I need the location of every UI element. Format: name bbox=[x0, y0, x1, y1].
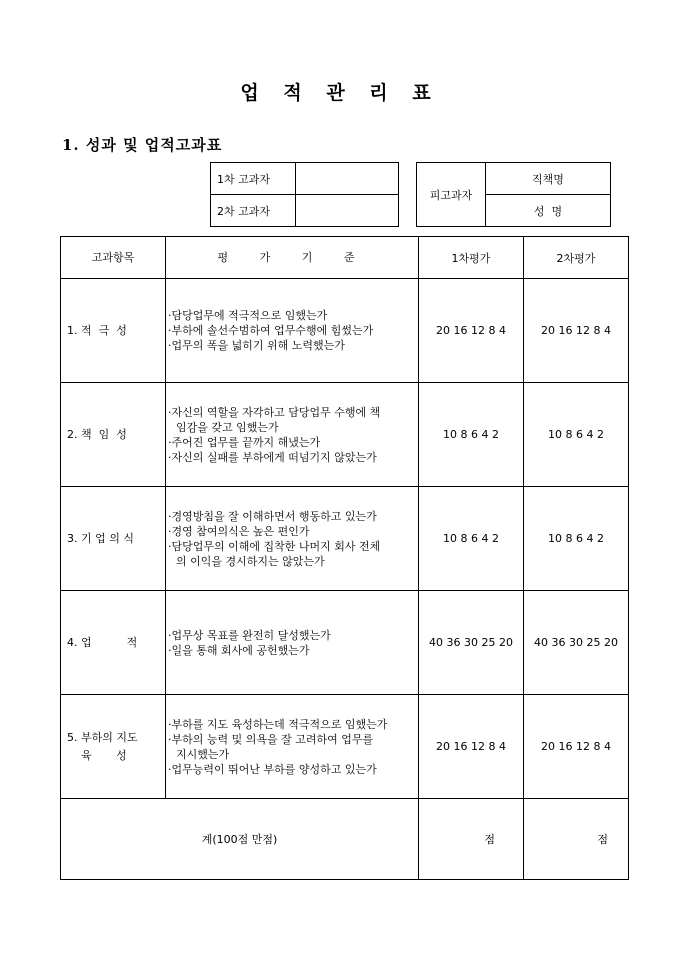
criteria-cell bbox=[166, 487, 419, 591]
table-row bbox=[61, 695, 629, 799]
criteria-line: ·부하에 솔선수범하여 업무수행에 힘썼는가 bbox=[168, 324, 374, 337]
evaluator-row bbox=[211, 163, 399, 195]
score1-options[interactable]: 20 16 12 8 4 bbox=[419, 279, 524, 383]
table-row bbox=[61, 591, 629, 695]
score1-options[interactable]: 10 8 6 4 2 bbox=[419, 487, 524, 591]
evaluator-2-label: 2차 고과자 bbox=[211, 195, 296, 227]
score1-options[interactable]: 20 16 12 8 4 bbox=[419, 695, 524, 799]
evaluator-row bbox=[211, 195, 399, 227]
name-label: 성 명 bbox=[486, 195, 611, 227]
evaluator-table bbox=[210, 162, 399, 227]
item-label: 4. 업 적 bbox=[61, 591, 166, 695]
criteria-line: ·경영방침을 잘 이해하면서 행동하고 있는가 bbox=[168, 509, 377, 523]
item-label: 3. 기 업 의 식 bbox=[61, 487, 166, 591]
score1-options[interactable]: 10 8 6 4 2 bbox=[419, 383, 524, 487]
header-score1: 1차평가 bbox=[419, 237, 524, 279]
evaluator-1-label: 1차 고과자 bbox=[211, 163, 296, 195]
table-header-row bbox=[61, 237, 629, 279]
score2-options[interactable]: 10 8 6 4 2 bbox=[524, 487, 629, 591]
criteria-line: ·자신의 역할을 자각하고 담당업무 수행에 책 bbox=[168, 405, 381, 419]
criteria-line: ·담당업무에 적극적으로 임했는가 bbox=[168, 309, 328, 322]
criteria-line: 의 이익을 경시하지는 않았는가 bbox=[176, 554, 325, 568]
item-label: 5. 부하의 지도 육 성 bbox=[61, 695, 166, 799]
criteria-cell bbox=[166, 279, 419, 383]
position-label: 직책명 bbox=[486, 163, 611, 195]
table-row bbox=[61, 279, 629, 383]
score1-options[interactable]: 40 36 30 25 20 bbox=[419, 591, 524, 695]
table-row bbox=[61, 383, 629, 487]
criteria-line: ·업무의 폭을 넓히기 위해 노력했는가 bbox=[168, 339, 345, 352]
total-row bbox=[61, 799, 629, 880]
item-label: 1. 적 극 성 bbox=[61, 279, 166, 383]
score2-options[interactable]: 40 36 30 25 20 bbox=[524, 591, 629, 695]
criteria-line: ·주어진 업무를 끝까지 해냈는가 bbox=[168, 435, 321, 449]
table-row bbox=[61, 487, 629, 591]
criteria-line: ·경영 참여의식은 높은 편인가 bbox=[168, 524, 310, 538]
total-score2[interactable]: 점 bbox=[524, 799, 629, 880]
criteria-line: ·업무능력이 뛰어난 부하를 양성하고 있는가 bbox=[168, 762, 377, 776]
criteria-cell bbox=[166, 591, 419, 695]
criteria-line: ·자신의 실패를 부하에게 떠넘기지 않았는가 bbox=[168, 450, 377, 464]
page-title: 업 적 관 리 표 bbox=[240, 82, 440, 104]
section-title: 1. 성과 및 업적고과표 bbox=[62, 136, 223, 154]
score2-options[interactable]: 10 8 6 4 2 bbox=[524, 383, 629, 487]
item-label: 2. 책 임 성 bbox=[61, 383, 166, 487]
score2-options[interactable]: 20 16 12 8 4 bbox=[524, 695, 629, 799]
criteria-line: ·업무상 목표를 완전히 달성했는가 bbox=[168, 628, 331, 642]
evaluator-1-field[interactable] bbox=[296, 163, 399, 195]
evaluatee-label: 피고과자 bbox=[417, 163, 486, 227]
criteria-line: ·부하의 능력 및 의욕을 잘 고려하여 업무를 bbox=[168, 732, 374, 746]
criteria-line: 지시했는가 bbox=[176, 747, 230, 761]
evaluatee-table bbox=[416, 162, 611, 227]
criteria-line: ·담당업무의 이해에 집착한 나머지 회사 전체 bbox=[168, 539, 381, 553]
evaluation-table bbox=[60, 236, 629, 880]
criteria-line: ·일을 통해 회사에 공헌했는가 bbox=[168, 643, 310, 657]
score2-options[interactable]: 20 16 12 8 4 bbox=[524, 279, 629, 383]
evaluator-2-field[interactable] bbox=[296, 195, 399, 227]
criteria-line: 임감을 갖고 임했는가 bbox=[176, 420, 279, 434]
total-score1[interactable]: 점 bbox=[419, 799, 524, 880]
criteria-cell bbox=[166, 383, 419, 487]
header-criteria: 평 가 기 준 bbox=[166, 237, 419, 279]
total-label: 계(100점 만점) bbox=[61, 799, 419, 880]
criteria-cell bbox=[166, 695, 419, 799]
criteria-line: ·부하를 지도 육성하는데 적극적으로 임했는가 bbox=[168, 717, 388, 731]
header-item: 고과항목 bbox=[61, 237, 166, 279]
header-score2: 2차평가 bbox=[524, 237, 629, 279]
